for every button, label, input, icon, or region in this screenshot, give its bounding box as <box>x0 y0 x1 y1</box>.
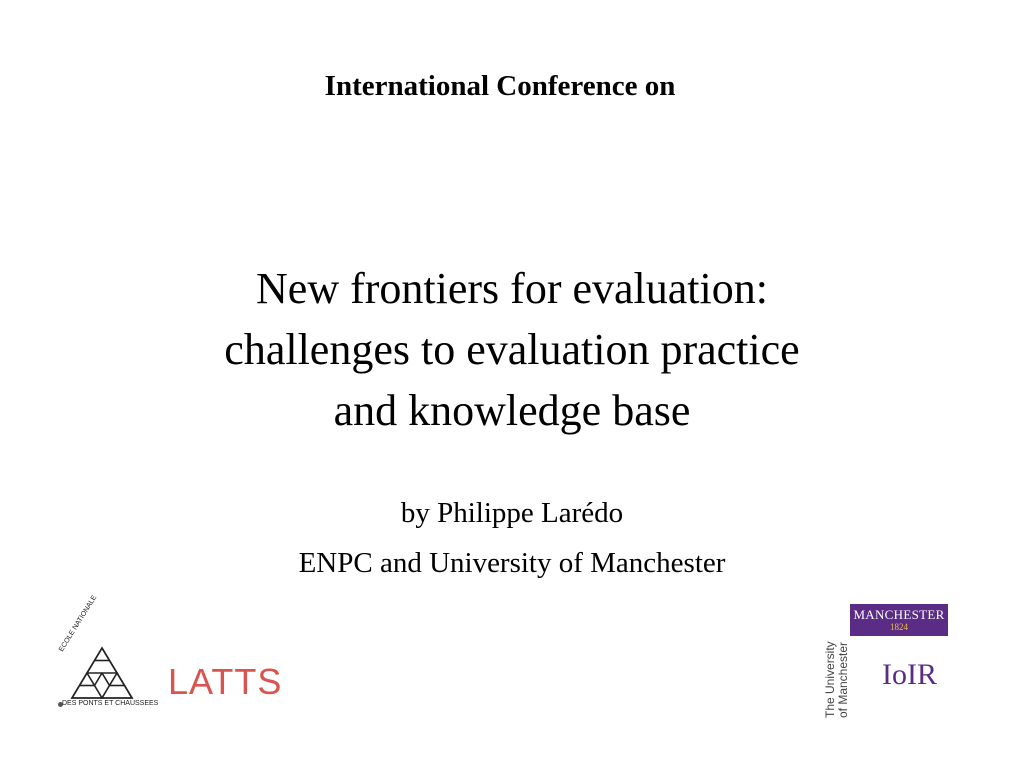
author-affiliation: ENPC and University of Manchester <box>298 547 726 579</box>
uom-line-1: The University <box>823 641 837 718</box>
author-name: by Philippe Larédo <box>400 497 624 529</box>
enpc-bottom-text: DES PONTS ET CHAUSSEES <box>62 700 159 707</box>
latts-logo: LATTS <box>168 661 283 702</box>
title-line-2: challenges to evaluation practice <box>224 325 800 374</box>
conference-header: International Conference on <box>324 70 676 102</box>
byline <box>112 488 912 588</box>
manchester-1824-badge <box>850 604 948 636</box>
enpc-curved-text: ECOLE NATIONALE <box>58 594 99 653</box>
manchester-badge-name: MANCHESTER <box>853 607 945 622</box>
title-line-1: New frontiers for evaluation: <box>256 264 768 313</box>
ioir-logo: IoIR <box>882 658 937 691</box>
main-title <box>112 258 912 441</box>
manchester-badge-year: 1824 <box>890 622 908 632</box>
title-line-3: and knowledge base <box>333 386 691 435</box>
university-of-manchester-text <box>824 641 850 718</box>
uom-line-2: of Manchester <box>836 641 850 718</box>
enpc-triangle-icon <box>58 646 153 702</box>
enpc-logo <box>58 594 159 710</box>
